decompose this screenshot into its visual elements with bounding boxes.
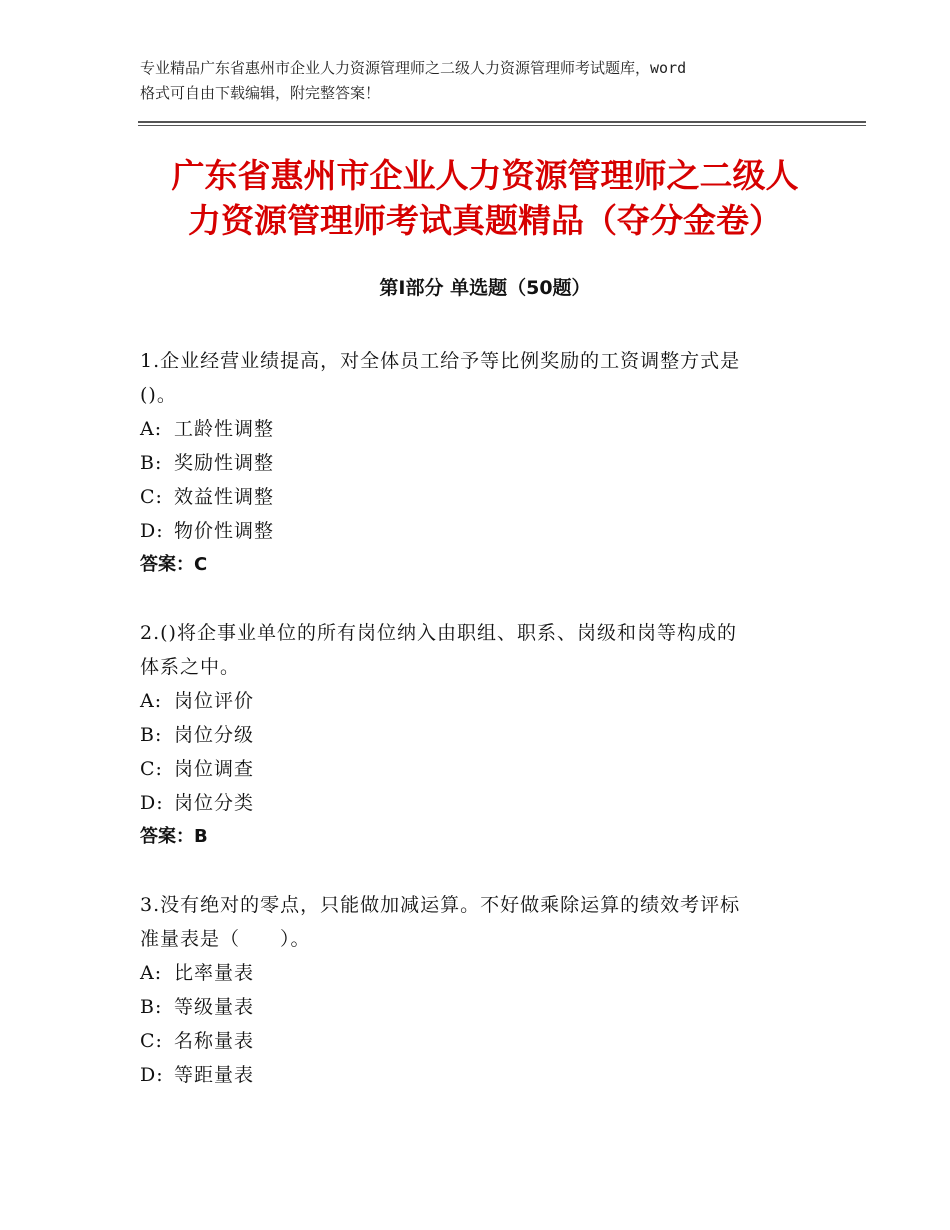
option-c <box>140 480 800 514</box>
question-text-line: 2.()将企事业单位的所有岗位纳入由职组、职系、岗级和岗等构成的 <box>140 622 737 644</box>
question-1 <box>140 344 800 582</box>
option-key: C: <box>140 486 163 508</box>
option-text: 等距量表 <box>174 1064 255 1086</box>
question-text-line: 1.企业经营业绩提高，对全体员工给予等比例奖励的工资调整方式是 <box>140 350 741 372</box>
answer: 答案：B <box>140 826 208 847</box>
option-key: C: <box>140 1030 163 1052</box>
option-d <box>140 786 800 820</box>
option-key: A: <box>140 418 163 440</box>
option-b <box>140 718 800 752</box>
option-text: 奖励性调整 <box>174 452 275 474</box>
option-text: 物价性调整 <box>174 520 275 542</box>
option-c <box>140 1024 800 1058</box>
option-key: B: <box>140 724 163 746</box>
option-c <box>140 752 800 786</box>
option-key: D: <box>140 1064 164 1086</box>
option-key: D: <box>140 792 164 814</box>
option-key: B: <box>140 452 163 474</box>
header-note-line: 格式可自由下载编辑，附完整答案！ <box>140 84 381 102</box>
option-text: 工龄性调整 <box>174 418 275 440</box>
question-text <box>140 344 800 412</box>
option-key: C: <box>140 758 163 780</box>
question-list <box>140 344 800 1126</box>
option-text: 效益性调整 <box>174 486 275 508</box>
option-text: 岗位评价 <box>174 690 255 712</box>
header-note <box>140 56 830 106</box>
option-a <box>140 956 800 990</box>
option-text: 名称量表 <box>174 1030 255 1052</box>
option-key: D: <box>140 520 164 542</box>
header-divider <box>138 121 866 123</box>
answer: 答案：C <box>140 554 208 575</box>
option-text: 比率量表 <box>174 962 255 984</box>
option-text: 岗位分级 <box>174 724 255 746</box>
question-3 <box>140 888 800 1092</box>
question-text-line: ()。 <box>140 384 177 406</box>
document-title-line: 力资源管理师考试真题精品（夺分金卷） <box>188 201 782 240</box>
option-d <box>140 1058 800 1092</box>
header-divider-thin <box>138 125 866 126</box>
option-a <box>140 684 800 718</box>
option-text: 岗位调查 <box>174 758 255 780</box>
option-a <box>140 412 800 446</box>
option-key: A: <box>140 690 163 712</box>
question-text-line: 体系之中。 <box>140 656 241 678</box>
option-b <box>140 446 800 480</box>
document-title <box>140 153 830 243</box>
question-text-line: 准量表是（ ）。 <box>140 928 311 950</box>
document-title-line: 广东省惠州市企业人力资源管理师之二级人 <box>171 156 799 195</box>
option-key: B: <box>140 996 163 1018</box>
header-note-line: 专业精品广东省惠州市企业人力资源管理师之二级人力资源管理师考试题库，word <box>140 59 687 77</box>
question-text <box>140 616 800 684</box>
question-text <box>140 888 800 956</box>
option-b <box>140 990 800 1024</box>
option-d <box>140 514 800 548</box>
option-text: 等级量表 <box>174 996 255 1018</box>
question-text-line: 3.没有绝对的零点，只能做加减运算。不好做乘除运算的绩效考评标 <box>140 894 741 916</box>
option-key: A: <box>140 962 163 984</box>
section-heading: 第Ⅰ部分 单选题（50题） <box>379 277 591 299</box>
question-2 <box>140 616 800 854</box>
option-text: 岗位分类 <box>174 792 255 814</box>
